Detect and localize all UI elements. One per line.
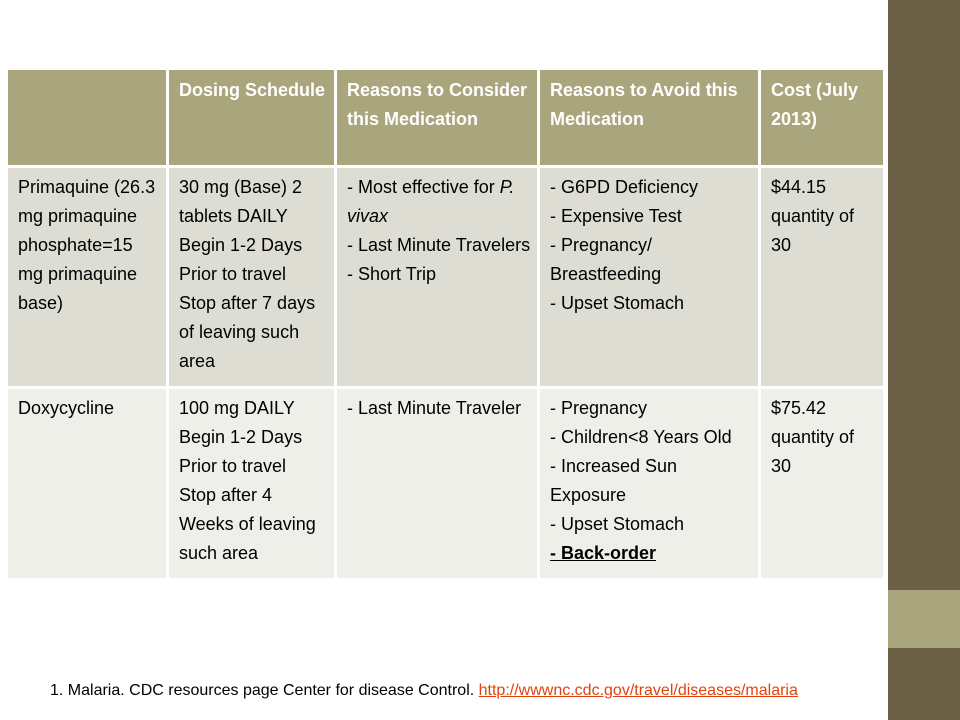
consider-cell: [336, 167, 539, 388]
avoid-line: - Upset Stomach: [550, 293, 685, 313]
dosing-line: 100 mg DAILY: [179, 398, 295, 418]
dosing-line: Stop after 7 days of leaving such area: [179, 293, 316, 371]
consider-cell: [336, 388, 539, 580]
avoid-line: - Pregnancy/ Breastfeeding: [550, 235, 662, 284]
side-bar-dark-bottom: [888, 648, 960, 720]
cost-cell: $44.15 quantity of 30: [760, 167, 885, 388]
table-row: [7, 388, 885, 580]
side-bar-light: [888, 590, 960, 648]
consider-line: - Last Minute Traveler: [347, 398, 522, 418]
consider-line: - Short Trip: [347, 264, 437, 284]
header-reasons-avoid: Reasons to Avoid this Medication: [539, 69, 760, 167]
consider-line: - Last Minute Travelers: [347, 235, 531, 255]
avoid-line: - G6PD Deficiency: [550, 177, 699, 197]
footnote-text: 1. Malaria. CDC resources page Center for disease Control.: [50, 682, 479, 699]
avoid-cell: [539, 167, 760, 388]
footnote-link[interactable]: http://wwwnc.cdc.gov/travel/diseases/malaria: [478, 682, 798, 699]
header-dosing-schedule: Dosing Schedule: [168, 69, 336, 167]
dosing-line: Stop after 4 Weeks of leaving such area: [179, 485, 316, 563]
avoid-line: - Pregnancy: [550, 398, 648, 418]
consider-text: - Most effective for: [347, 177, 500, 197]
dosing-cell: [168, 388, 336, 580]
dosing-cell: [168, 167, 336, 388]
cost-cell: $75.42 quantity of 30: [760, 388, 885, 580]
consider-line: [347, 173, 532, 231]
footnote: [50, 682, 798, 700]
dosing-line: Begin 1-2 Days Prior to travel: [179, 235, 303, 284]
header-cost: Cost (July 2013): [760, 69, 885, 167]
header-empty: [7, 69, 168, 167]
drug-name: Doxycycline: [7, 388, 168, 580]
side-bar-dark-top: [888, 0, 960, 590]
drug-name: Primaquine (26.3 mg primaquine phosphate=15 mg primaquine base): [7, 167, 168, 388]
avoid-line: - Upset Stomach: [550, 514, 685, 534]
avoid-line: - Children<8 Years Old: [550, 427, 732, 447]
dosing-line: Begin 1-2 Days Prior to travel: [179, 427, 303, 476]
table-row: [7, 167, 885, 388]
avoid-line-back-order: - Back-order: [550, 543, 657, 563]
avoid-line: - Expensive Test: [550, 206, 682, 226]
header-row: [7, 69, 885, 167]
medication-table: [5, 67, 886, 581]
species-name: P. vivax: [347, 177, 515, 226]
header-reasons-consider: Reasons to Consider this Medication: [336, 69, 539, 167]
avoid-line: - Increased Sun Exposure: [550, 456, 678, 505]
avoid-cell: [539, 388, 760, 580]
dosing-line: 30 mg (Base) 2 tablets DAILY: [179, 177, 303, 226]
